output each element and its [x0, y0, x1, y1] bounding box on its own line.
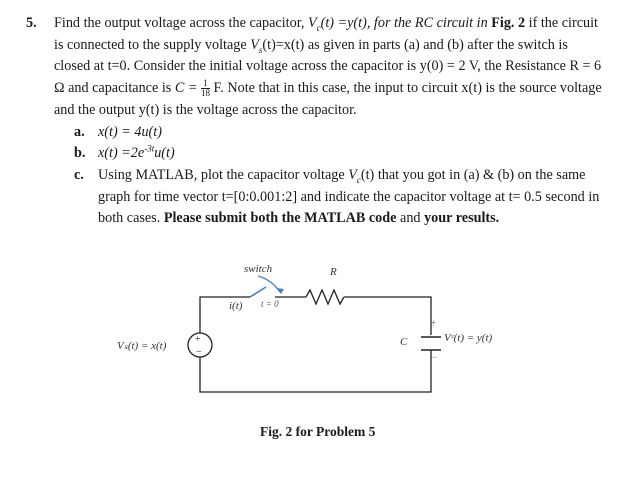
- cap-minus: −: [432, 352, 438, 362]
- fig-reference: Fig. 2: [491, 15, 526, 31]
- part-label: a.: [74, 123, 85, 140]
- source-minus: −: [196, 347, 202, 358]
- resistor-label: R: [330, 266, 337, 278]
- current-label: i(t): [229, 300, 243, 312]
- part-c-bold-2: your results.: [424, 210, 500, 227]
- vc-label: Vᶜ(t) = y(t): [444, 332, 493, 344]
- figure-caption: Fig. 2 for Problem 5: [260, 424, 376, 439]
- cap-equation: C =: [174, 80, 201, 97]
- vs-symbol: V: [250, 36, 259, 53]
- vc-subscript: c: [356, 174, 361, 185]
- wire-top-right: [344, 297, 431, 335]
- intro-text-3: if the circuit is connected to the supply voltage: [54, 15, 598, 53]
- time-label: t = 0: [261, 299, 279, 309]
- cap-unit: F: [209, 80, 221, 97]
- wire-left-top: [200, 297, 250, 335]
- part-label: b.: [74, 145, 86, 162]
- intro-text-2: (t) =y(t), for the RC circuit in: [320, 15, 492, 31]
- cap-plus: +: [431, 318, 437, 328]
- part-c-text-3: and: [396, 210, 425, 227]
- vc-subscript: c: [316, 22, 321, 33]
- switch-label: switch: [244, 263, 273, 275]
- part-b-exponent: -3t: [144, 143, 155, 154]
- vs-subscript: s: [258, 44, 263, 55]
- resistor-symbol: [306, 290, 344, 304]
- capacitor-label: C: [400, 336, 408, 348]
- problem-number: 5.: [26, 15, 37, 31]
- vc-symbol: V: [348, 166, 357, 183]
- intro-text-1: Find the output voltage across the capacitor,: [54, 15, 308, 31]
- switch-arm: [250, 287, 266, 297]
- vc-symbol: V: [307, 15, 317, 31]
- part-c-text-2: (t) that you got in (a) & (b) on the same graph for time vector t=[0:0.001:2] and indicate the capacitor voltage at t= 0.5 second in both cases.: [98, 166, 600, 227]
- part-a-text: x(t) = 4u(t): [98, 123, 162, 140]
- part-c-text-1: Using MATLAB, plot the capacitor voltage: [98, 166, 349, 183]
- intro-text-4: (t)=x(t) as given in parts (a) and (b) after the switch is closed at t=0. Consider the initial voltage across the capacitor is y(0) = 2 V, the Resistance R = 6 Ω and capacitance is: [54, 36, 602, 97]
- part-label: c.: [74, 166, 84, 183]
- switch-arrow-icon: [276, 288, 284, 294]
- wire-bottom: [200, 355, 431, 392]
- part-b-pre: x(t) =2e: [98, 145, 145, 162]
- source-plus: +: [195, 334, 201, 345]
- part-b-post: u(t): [154, 145, 175, 162]
- part-c-bold-1: Please submit both the MATLAB code: [163, 210, 397, 227]
- source-label: Vₛ(t) = x(t): [117, 340, 167, 352]
- cap-denominator: 18: [200, 88, 210, 99]
- cap-numerator: 1: [201, 79, 210, 89]
- intro-text-5: . Note that in this case, the input to circuit x(t) is the source voltage and the output y(t) is the voltage across the capacitor.: [54, 80, 602, 118]
